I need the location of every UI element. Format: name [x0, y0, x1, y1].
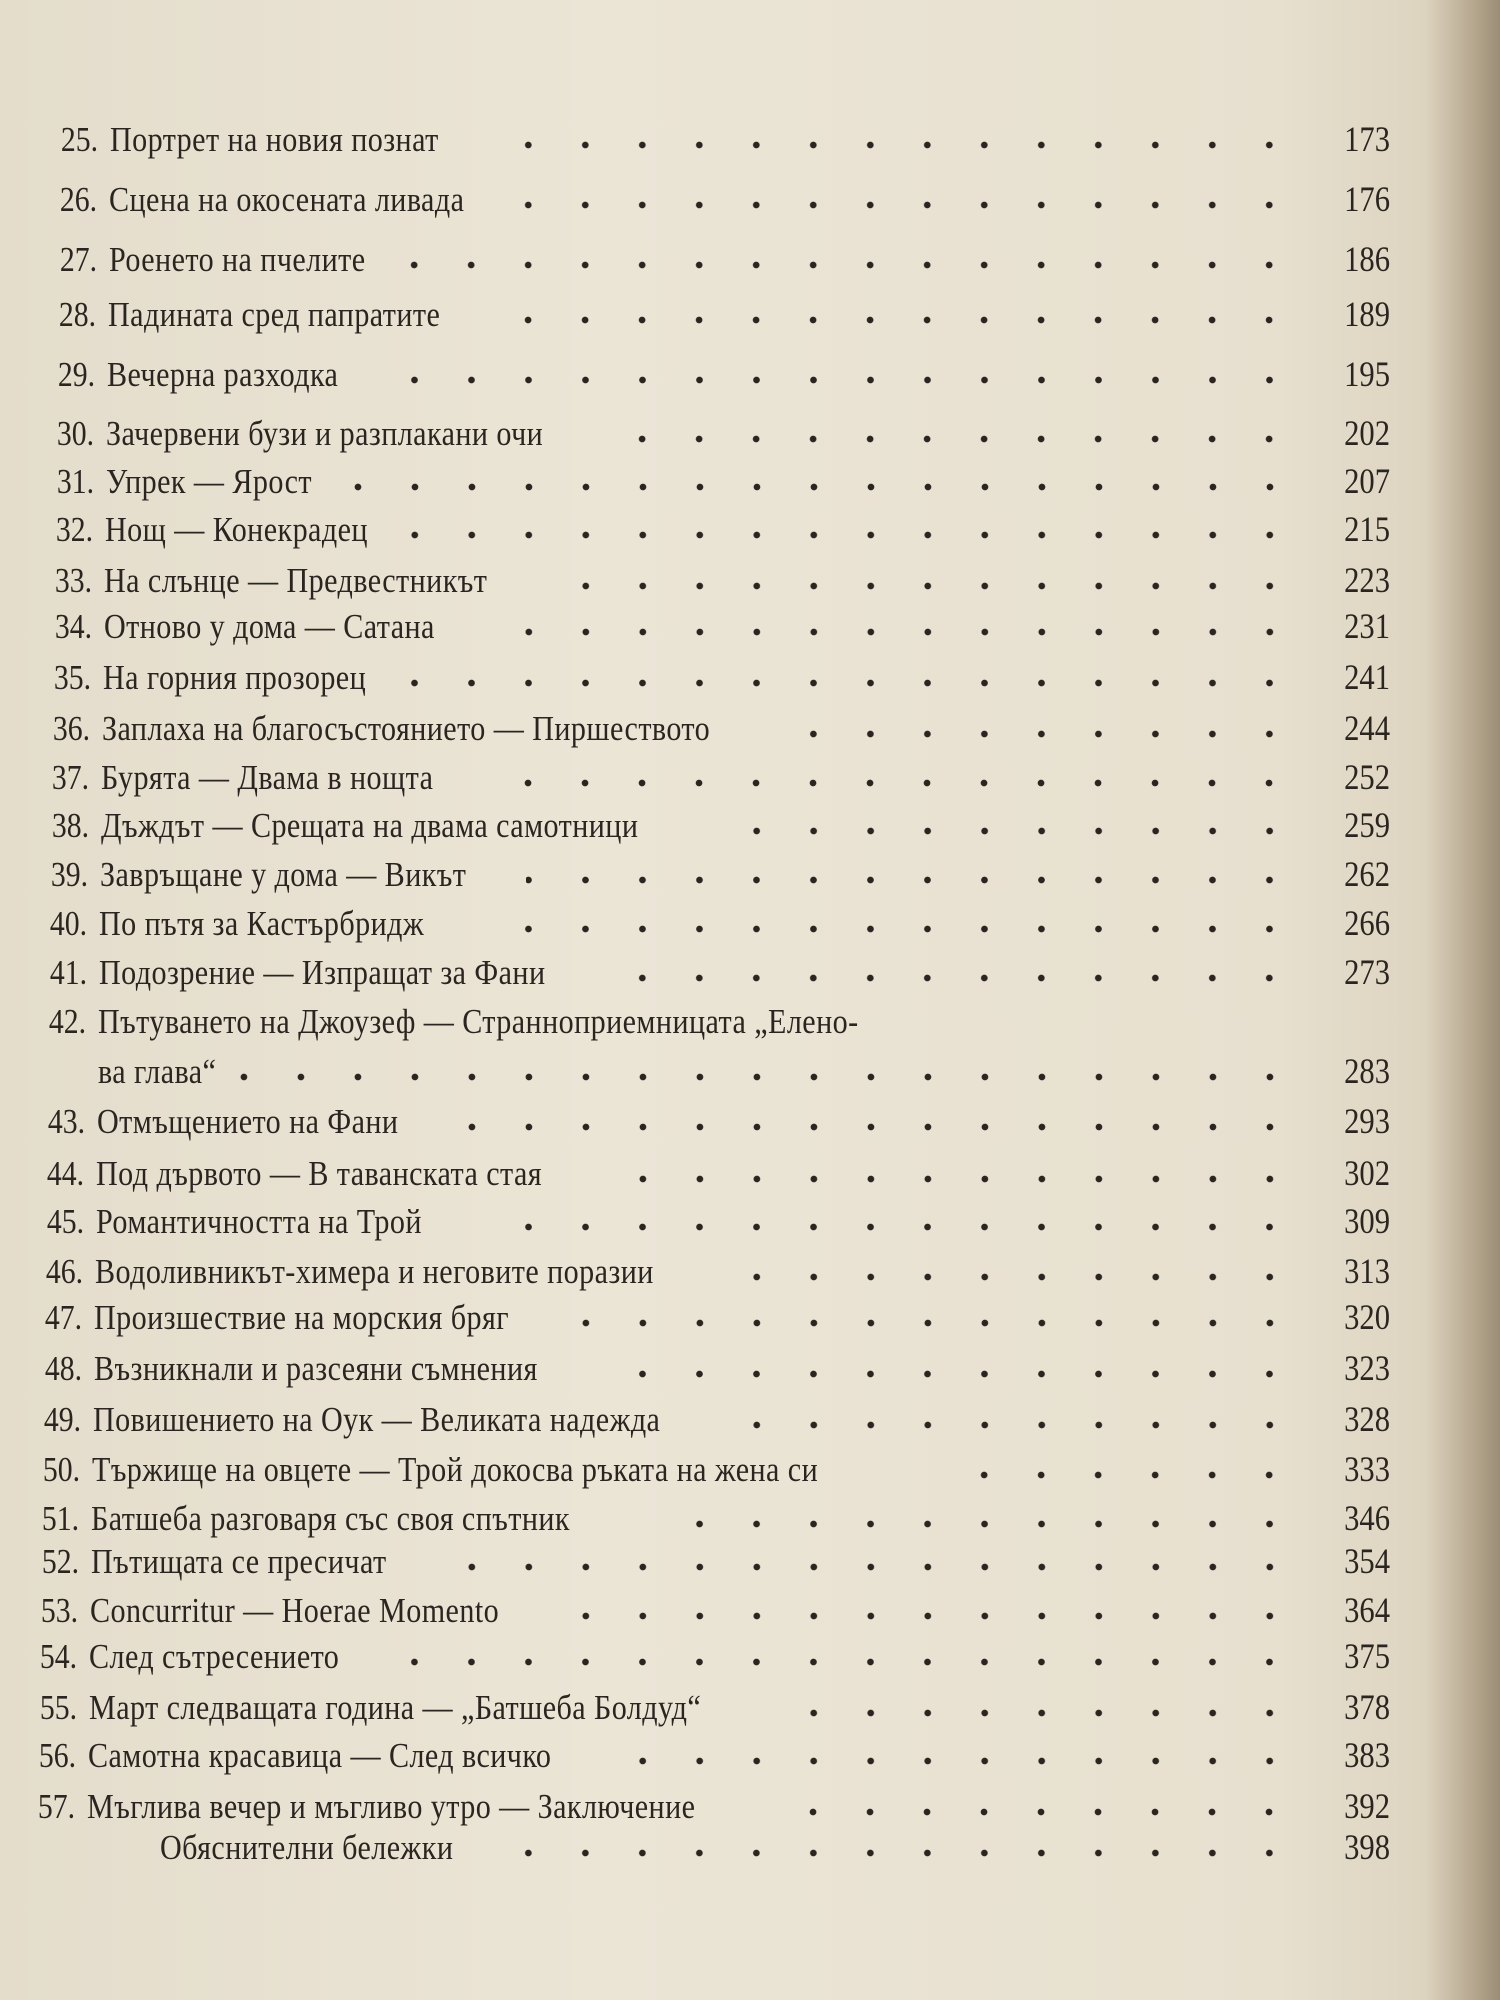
dot-leader — [801, 1707, 1298, 1719]
dot-leader — [448, 1121, 1298, 1133]
dot-leader — [794, 1806, 1298, 1818]
dot-leader — [614, 433, 1298, 445]
entry-number: 52. — [41, 1542, 79, 1581]
entry-title: Произшествие на морския бряг — [94, 1298, 510, 1337]
entry-title-continuation: ва глава“ — [98, 1052, 217, 1091]
entry-page: 383 — [1344, 1735, 1390, 1775]
entry-page: 244 — [1344, 708, 1390, 748]
dot-leader — [627, 1755, 1298, 1767]
toc-entry — [36, 118, 1390, 166]
dot-leader — [477, 923, 1298, 935]
dot-leader — [411, 529, 1298, 541]
entry-title: Бурята — Двама в нощта — [101, 758, 434, 797]
toc-entry — [32, 412, 1390, 460]
dot-leader — [745, 1271, 1298, 1283]
entry-number: 37. — [51, 758, 89, 797]
entry-page: 241 — [1344, 657, 1390, 697]
entry-title: Отмъщението на Фани — [97, 1102, 399, 1141]
dot-leader — [489, 626, 1298, 638]
entry-title: Повишението на Оук — Великата надежда — [93, 1400, 661, 1439]
entry-number: 27. — [59, 240, 97, 279]
entry-number: 34. — [54, 607, 92, 646]
entry-number: 46. — [45, 1252, 83, 1291]
entry-title: Зачервени бузи и разплакани очи — [106, 414, 544, 453]
toc-entry — [18, 1448, 1390, 1496]
dot-leader — [610, 1368, 1298, 1380]
entry-number: 57. — [37, 1787, 75, 1826]
entry-number: 41. — [49, 953, 87, 992]
entry-number: 47. — [44, 1298, 82, 1337]
entry-number: 39. — [50, 855, 88, 894]
entry-title: Дъждът — Срещата на двама самотници — [101, 806, 639, 845]
dot-leader — [407, 259, 1298, 271]
entry-title: На горния прозорец — [103, 658, 367, 697]
entry-title: Мъглива вечер и мъгливо утро — Заключение — [87, 1787, 696, 1826]
dot-leader — [566, 1610, 1298, 1622]
entry-number: 48. — [44, 1349, 82, 1388]
toc-entry — [20, 1347, 1390, 1395]
entry-title: Тържище на овцете — Трой докосва ръката на жена си — [92, 1450, 819, 1489]
toc-entry — [32, 460, 1390, 508]
entry-page: 262 — [1344, 854, 1390, 894]
toc-entry — [21, 1250, 1390, 1298]
toc-entry — [22, 1152, 1390, 1200]
entry-page: 202 — [1344, 413, 1390, 453]
toc-entry — [26, 853, 1390, 901]
entry-title: Портрет на новия познат — [110, 120, 439, 159]
entry-number: 50. — [42, 1450, 80, 1489]
entry-number: 53. — [40, 1591, 78, 1630]
dot-leader — [475, 1221, 1298, 1233]
entry-title: Под дървото — В таванската стая — [96, 1154, 543, 1193]
entry-number: 35. — [53, 658, 91, 697]
dot-leader — [376, 374, 1298, 386]
toc-entry — [27, 756, 1390, 804]
toc-entry — [25, 902, 1390, 950]
entry-number: 49. — [43, 1400, 81, 1439]
dot-leader — [501, 1847, 1298, 1859]
entry-number: 26. — [59, 180, 97, 219]
dot-leader — [526, 874, 1298, 886]
entry-title: Отново у дома — Сатана — [104, 607, 435, 646]
entry-title: Пътищата се пресичат — [91, 1542, 387, 1581]
dot-leader — [615, 1173, 1298, 1185]
dot-leader — [236, 1071, 1298, 1083]
toc-entry — [14, 1734, 1390, 1782]
toc-entry — [31, 508, 1390, 556]
entry-page: 186 — [1344, 239, 1390, 279]
entry-page: 333 — [1344, 1449, 1390, 1489]
toc-entry — [23, 1100, 1390, 1148]
entry-title: Романтичността на Трой — [96, 1202, 422, 1241]
dot-leader — [809, 728, 1298, 740]
entry-number: 40. — [49, 904, 87, 943]
entry-number: 55. — [39, 1688, 77, 1727]
dot-leader — [618, 972, 1298, 984]
dot-leader — [380, 1656, 1298, 1668]
dot-leader — [648, 1518, 1298, 1530]
toc-entry — [30, 605, 1390, 653]
toc-entry — [22, 1200, 1390, 1248]
entry-page: 392 — [1344, 1786, 1390, 1826]
entry-page: 320 — [1344, 1297, 1390, 1337]
dot-leader — [487, 777, 1298, 789]
toc-entry-continuation — [24, 1050, 1390, 1098]
dot-leader — [494, 314, 1298, 326]
entry-number: 38. — [51, 806, 89, 845]
entry-page: 323 — [1344, 1348, 1390, 1388]
dot-leader — [936, 1469, 1298, 1481]
entry-page: 309 — [1344, 1201, 1390, 1241]
entry-title: Упрек — Ярост — [106, 462, 312, 501]
entry-page: 215 — [1344, 509, 1390, 549]
entry-title: Пътуването на Джоузеф — Странноприемницата „Елено- — [98, 1002, 859, 1041]
entry-page: 354 — [1344, 1541, 1390, 1581]
entry-page: 398 — [1344, 1827, 1390, 1867]
entry-title: Водоливникът-химера и неговите поразии — [95, 1252, 654, 1291]
entry-page: 176 — [1344, 179, 1390, 219]
entry-title: Самотна красавица — След всичко — [88, 1736, 552, 1775]
toc-entry — [20, 1296, 1390, 1344]
entry-number: 30. — [56, 414, 94, 453]
entry-page: 364 — [1344, 1590, 1390, 1630]
entry-title: Обяснителни бележки — [160, 1828, 454, 1867]
entry-page: 266 — [1344, 903, 1390, 943]
entry-number: 29. — [57, 355, 95, 394]
entry-page: 189 — [1344, 294, 1390, 334]
entry-title: Заплаха на благосъстоянието — Пиршеството — [102, 709, 711, 748]
entry-page: 259 — [1344, 805, 1390, 845]
entry-page: 173 — [1344, 119, 1390, 159]
dot-leader — [409, 677, 1298, 689]
entry-number: 42. — [48, 1002, 86, 1041]
toc-entry — [17, 1540, 1390, 1588]
entry-title: Сцена на окосената ливада — [109, 180, 465, 219]
toc-entry — [33, 353, 1390, 401]
entry-page: 328 — [1344, 1399, 1390, 1439]
toc-entry — [25, 951, 1390, 999]
entry-title: На слънце — Предвестникът — [104, 561, 488, 600]
entry-number: 56. — [38, 1736, 76, 1775]
entry-page: 195 — [1344, 354, 1390, 394]
dot-leader — [550, 580, 1298, 592]
entry-title: Завръщане у дома — Викът — [100, 855, 467, 894]
dot-leader — [492, 139, 1298, 151]
entry-number: 31. — [56, 462, 94, 501]
dot-leader — [346, 481, 1298, 493]
entry-title: След сътресението — [89, 1637, 340, 1676]
entry-page: 378 — [1344, 1687, 1390, 1727]
toc-entry — [28, 707, 1390, 755]
entry-page: 346 — [1344, 1498, 1390, 1538]
entry-title: Нощ — Конекрадец — [105, 510, 368, 549]
entry-title: Роенето на пчелите — [109, 240, 366, 279]
entry-page: 313 — [1344, 1251, 1390, 1291]
entry-number: 51. — [41, 1499, 79, 1538]
entry-number: 33. — [54, 561, 92, 600]
dot-leader — [577, 1317, 1298, 1329]
toc-entry — [15, 1635, 1390, 1683]
entry-title: Март следващата година — „Батшеба Болдуд“ — [89, 1688, 702, 1727]
dot-leader — [522, 199, 1298, 211]
entry-page: 231 — [1344, 606, 1390, 646]
entry-page: 293 — [1344, 1101, 1390, 1141]
entry-page: 273 — [1344, 952, 1390, 992]
toc-entry — [29, 656, 1390, 704]
entry-title: Вечерна разходка — [107, 355, 339, 394]
entry-page: 207 — [1344, 461, 1390, 501]
entry-page: 223 — [1344, 560, 1390, 600]
toc-entry — [16, 1589, 1390, 1637]
toc-entry — [12, 1826, 1390, 1874]
entry-title: Concurritur — Hoerae Momento — [90, 1591, 500, 1630]
toc-entry — [17, 1497, 1390, 1545]
entry-page: 252 — [1344, 757, 1390, 797]
toc-entry — [27, 804, 1390, 852]
entry-number: 43. — [47, 1102, 85, 1141]
toc-entry — [19, 1398, 1390, 1446]
entry-number: 44. — [46, 1154, 84, 1193]
entry-page: 302 — [1344, 1153, 1390, 1193]
toc-entry — [34, 293, 1390, 341]
entry-number: 25. — [60, 120, 98, 159]
entry-page: 283 — [1344, 1051, 1390, 1091]
entry-page: 375 — [1344, 1636, 1390, 1676]
dot-leader — [753, 1419, 1298, 1431]
entry-number: 36. — [52, 709, 90, 748]
dot-leader — [435, 1561, 1298, 1573]
entry-number: 45. — [46, 1202, 84, 1241]
entry-number: 32. — [55, 510, 93, 549]
toc-entry — [15, 1686, 1390, 1734]
entry-number: 54. — [39, 1637, 77, 1676]
toc-entry — [30, 559, 1390, 607]
entry-title: Падината сред папратите — [108, 295, 441, 334]
dot-leader — [726, 825, 1298, 837]
entry-title: Възникнали и разсеяни съмнения — [94, 1349, 538, 1388]
entry-title: Батшеба разговаря със своя спътник — [91, 1499, 570, 1538]
toc-entry — [35, 238, 1390, 286]
entry-title: Подозрение — Изпращат за Фани — [99, 953, 546, 992]
entry-title: По пътя за Кастърбридж — [99, 904, 425, 943]
toc-entry — [24, 1002, 1390, 1050]
entry-number: 28. — [58, 295, 96, 334]
toc-entry — [35, 178, 1390, 226]
